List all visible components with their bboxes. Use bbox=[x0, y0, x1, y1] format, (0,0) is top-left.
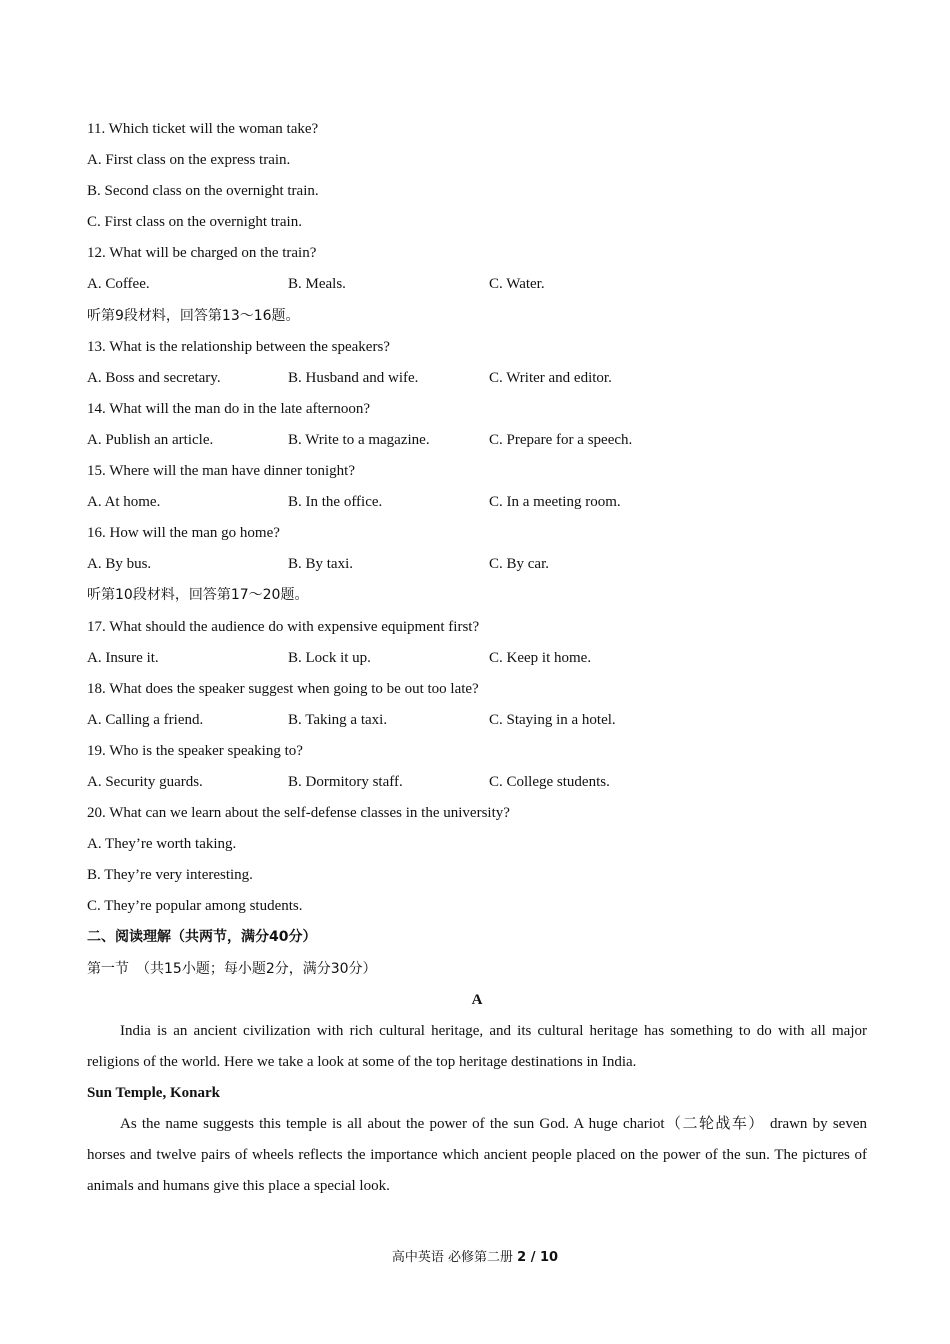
passage-intro: India is an ancient civilization with rich cultural heritage, and its cultural heritage has something to do with all major religions of the world. Here we take a look at some of the top heritage destinations in India. bbox=[87, 1022, 867, 1070]
answer-option: B. Write to a magazine. bbox=[288, 431, 430, 448]
option-row bbox=[87, 767, 867, 798]
answer-option: C. First class on the overnight train. bbox=[87, 214, 302, 231]
option-row bbox=[87, 549, 867, 580]
answer-option: A. Calling a friend. bbox=[87, 711, 204, 728]
answer-option: A. They’re worth taking. bbox=[87, 836, 237, 853]
section-title: 第一节 （共15小题；每小题2分，满分30分） bbox=[87, 960, 377, 977]
answer-option: B. They’re very interesting. bbox=[87, 867, 253, 884]
answer-option: C. In a meeting room. bbox=[489, 494, 621, 511]
document-page bbox=[87, 114, 867, 1202]
answer-option: A. First class on the express train. bbox=[87, 152, 291, 169]
question: 16. How will the man go home? bbox=[87, 525, 280, 542]
option-row bbox=[87, 643, 867, 674]
question: 15. Where will the man have dinner tonight? bbox=[87, 463, 355, 480]
answer-option: C. Prepare for a speech. bbox=[489, 431, 633, 448]
option-row bbox=[87, 425, 867, 456]
footer-text: 高中英语 必修第二册 bbox=[391, 1250, 518, 1265]
answer-option: A. By bus. bbox=[87, 556, 152, 573]
answer-option: B. Dormitory staff. bbox=[288, 773, 403, 790]
answer-option: B. Husband and wife. bbox=[288, 369, 419, 386]
answer-option: C. Water. bbox=[489, 276, 545, 293]
option-row bbox=[87, 363, 867, 394]
listening-section bbox=[87, 114, 867, 922]
answer-option: A. Boss and secretary. bbox=[87, 369, 221, 386]
answer-option: C. They’re popular among students. bbox=[87, 898, 303, 915]
question: 13. What is the relationship between the speakers? bbox=[87, 338, 390, 355]
answer-option: A. Security guards. bbox=[87, 773, 203, 790]
option-row bbox=[87, 269, 867, 300]
answer-option: B. Taking a taxi. bbox=[288, 711, 388, 728]
answer-option: C. Writer and editor. bbox=[489, 369, 612, 386]
question: 11. Which ticket will the woman take? bbox=[87, 121, 319, 137]
answer-option: B. In the office. bbox=[288, 494, 383, 511]
section-note: 听第10段材料，回答第17～20题。 bbox=[87, 587, 309, 604]
answer-option: C. Keep it home. bbox=[489, 649, 592, 666]
question: 14. What will the man do in the late afternoon? bbox=[87, 400, 370, 417]
answer-option: A. Coffee. bbox=[87, 276, 150, 293]
answer-option: B. Second class on the overnight train. bbox=[87, 183, 319, 200]
question: 20. What can we learn about the self-defense classes in the university? bbox=[87, 805, 510, 822]
option-row bbox=[87, 487, 867, 518]
answer-option: A. Publish an article. bbox=[87, 431, 214, 448]
question: 19. Who is the speaker speaking to? bbox=[87, 742, 303, 759]
option-row bbox=[87, 705, 867, 736]
passage-body: As the name suggests this temple is all about the power of the sun God. A huge chariot（二轮战车） drawn by seven horses and twelve pairs of wheels reflects the importance which ancient people placed on the power of the sun. The pictures of animals and humans give this place a special look. bbox=[87, 1116, 867, 1195]
answer-option: C. College students. bbox=[489, 773, 610, 790]
answer-option: A. Insure it. bbox=[87, 649, 159, 666]
answer-option: A. At home. bbox=[87, 494, 161, 511]
section-note: 听第9段材料，回答第13～16题。 bbox=[87, 307, 300, 324]
question: 18. What does the speaker suggest when going to be out too late? bbox=[87, 680, 479, 697]
answer-option: B. By taxi. bbox=[288, 556, 354, 573]
passage-label: A bbox=[471, 991, 483, 1008]
part-title: 二、阅读理解（共两节，满分40分） bbox=[87, 929, 317, 946]
answer-option: C. Staying in a hotel. bbox=[489, 711, 616, 728]
question: 17. What should the audience do with expensive equipment first? bbox=[87, 618, 480, 635]
question: 12. What will be charged on the train? bbox=[87, 245, 317, 262]
page-number: 2 / 10 bbox=[517, 1250, 559, 1265]
page-footer bbox=[0, 1246, 950, 1265]
answer-option: B. Meals. bbox=[288, 276, 346, 293]
passage-heading: Sun Temple, Konark bbox=[87, 1084, 220, 1101]
answer-option: B. Lock it up. bbox=[288, 649, 371, 666]
answer-option: C. By car. bbox=[489, 556, 549, 573]
